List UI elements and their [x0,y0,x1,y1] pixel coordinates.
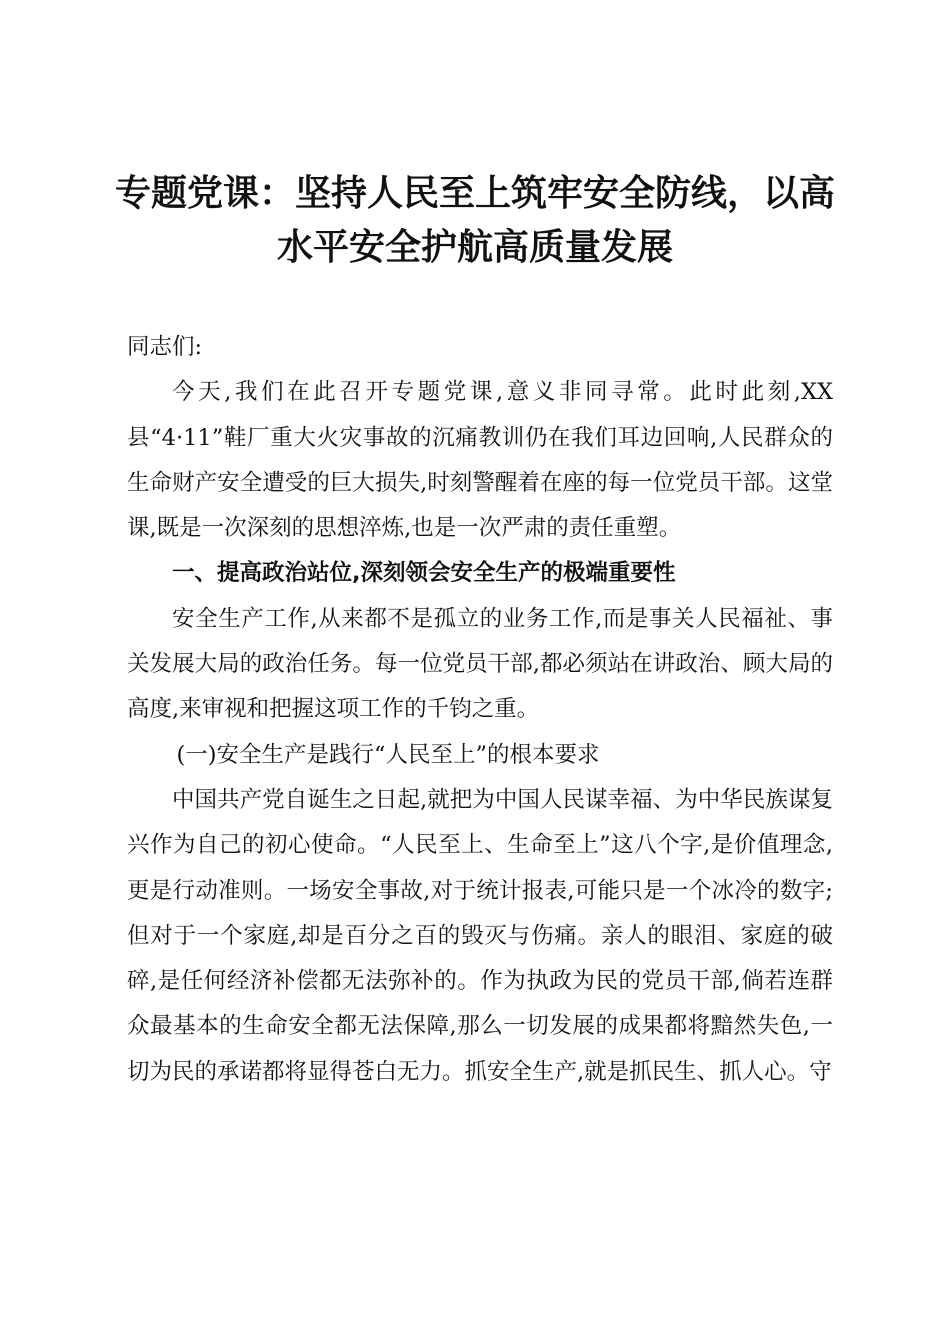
paragraph-subsection-1: 中国共产党自诞生之日起,就把为中国人民谋幸福、为中华民族谋复兴作为自己的初心使命。“人民至上、生命至上”这八个字,是价值理念,更是行动准则。一场安全事故,对于统计报表,可能只是一个冰冷的数字;但对于一个家庭,却是百分之百的毁灭与伤痛。亲人的眼泪、家庭的破碎,是任何经济补偿都无法弥补的。作为执政为民的党员干部,倘若连群众最基本的生命安全都无法保障,那么一切发展的成果都将黯然失色,一切为民的承诺都将显得苍白无力。抓安全生产,就是抓民生、抓人心。守 [127,786,833,1085]
salutation: 同志们: [127,334,203,360]
document-body [127,325,833,1095]
paragraph-section-1: 安全生产工作,从来都不是孤立的业务工作,而是事关人民福祉、事关发展大局的政治任务。每一位党员干部,都必须站在讲政治、顾大局的高度,来审视和把握这项工作的千钧之重。 [127,605,833,723]
subsection-heading-1: (一)安全生产是践行“人民至上”的根本要求 [176,741,600,768]
document-title-line-2: 水平安全护航高质量发展 [276,227,673,268]
document-title-line-1: 专题党课：坚持人民至上筑牢安全防线，以高 [114,173,835,214]
paragraph-intro: 今天,我们在此召开专题党课,意义非同寻常。此时此刻,XX县“4·11”鞋厂重大火灾事故的沉痛教训仍在我们耳边回响,人民群众的生命财产安全遭受的巨大损失,时刻警醒着在座的每一位党员干部。这堂课,既是一次深刻的思想淬炼,也是一次严肃的责任重塑。 [127,379,833,542]
section-heading-1: 一、提高政治站位,深刻领会安全生产的极端重要性 [172,560,676,587]
